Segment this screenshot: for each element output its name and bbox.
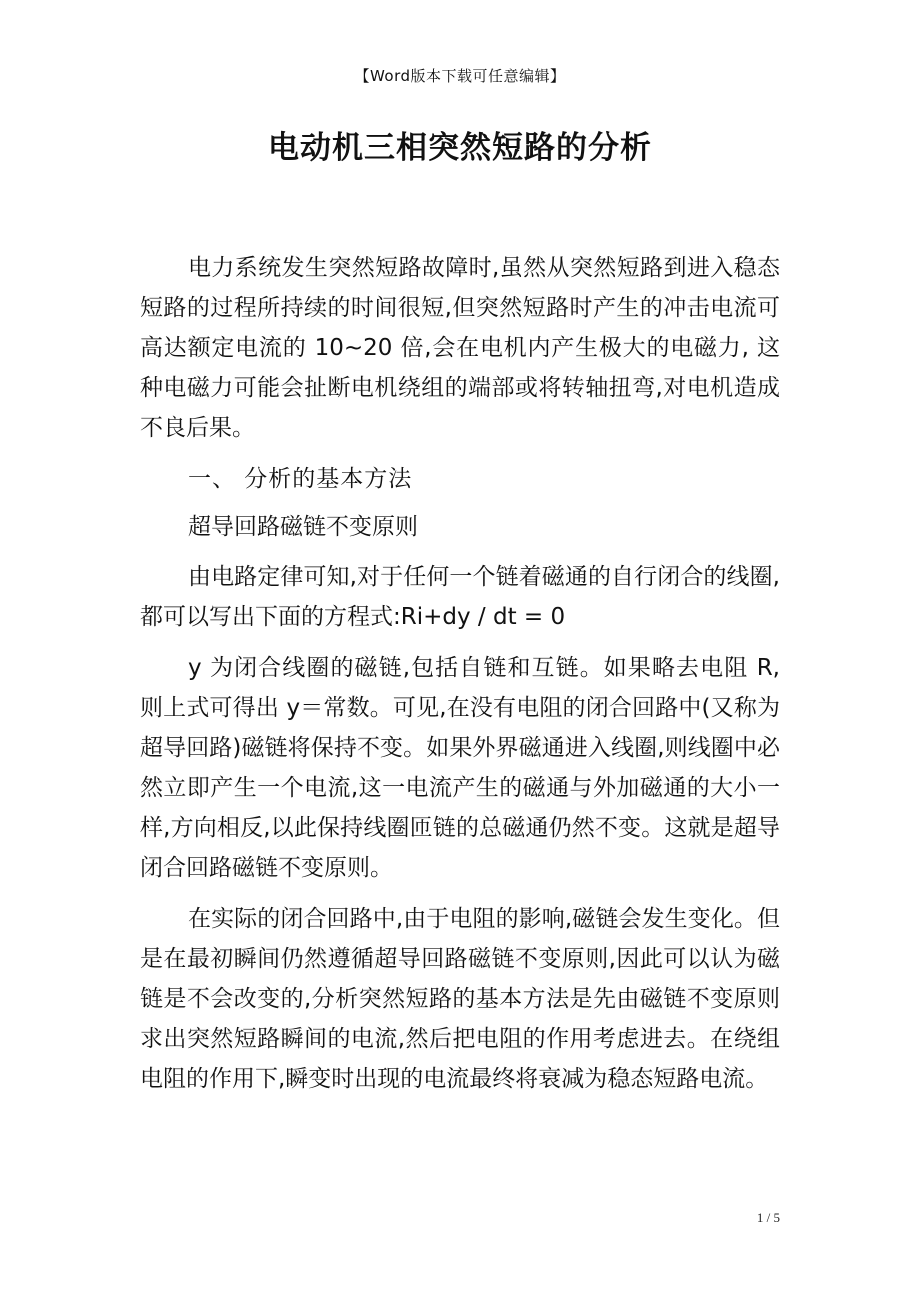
section-heading: 一、 分析的基本方法 xyxy=(188,466,413,492)
paragraph-introduction: 电力系统发生突然短路故障时,虽然从突然短路到进入稳态短路的过程所持续的时间很短,但突然短路时产生的冲击电流可高达额定电流的 10~20 倍,会在电机内产生极大的电磁力, 这种电磁力可能会扯断电机绕组的端部或将转轴扭弯,对电机造成不良后果。 xyxy=(140,255,780,441)
paragraph-analysis-method: 在实际的闭合回路中,由于电阻的影响,磁链会发生变化。但是在最初瞬间仍然遵循超导回路磁链不变原则,因此可以认为磁链是不会改变的,分析突然短路的基本方法是先由磁链不变原则求出突然短路瞬间的电流,然后把电阻的作用考虑进去。在绕组电阻的作用下,瞬变时出现的电流最终将衰减为稳态短路电流。 xyxy=(140,906,780,1092)
page-number: 1 / 5 xyxy=(756,1210,780,1225)
header-note: 【Word版本下载可任意编辑】 xyxy=(354,67,566,85)
paragraph-flux-linkage: y 为闭合线圈的磁链,包括自链和互链。如果略去电阻 R, 则上式可得出 y＝常数。可见,在没有电阻的闭合回路中(又称为超导回路)磁链将保持不变。如果外界磁通进入线圈,则线圈中必然立即产生一个电流,这一电流产生的磁通与外加磁通的大小一样,方向相反,以此保持线圈匝链的总磁通仍然不变。这就是超导闭合回路磁链不变原则。 xyxy=(140,655,780,881)
subsection-heading: 超导回路磁链不变原则 xyxy=(188,514,418,540)
paragraph-circuit-law: 由电路定律可知,对于任何一个链着磁通的自行闭合的线圈,都可以写出下面的方程式:Ri+dy / dt = 0 xyxy=(140,564,780,630)
document-title: 电动机三相突然短路的分析 xyxy=(268,130,652,166)
document-body xyxy=(140,248,780,1099)
